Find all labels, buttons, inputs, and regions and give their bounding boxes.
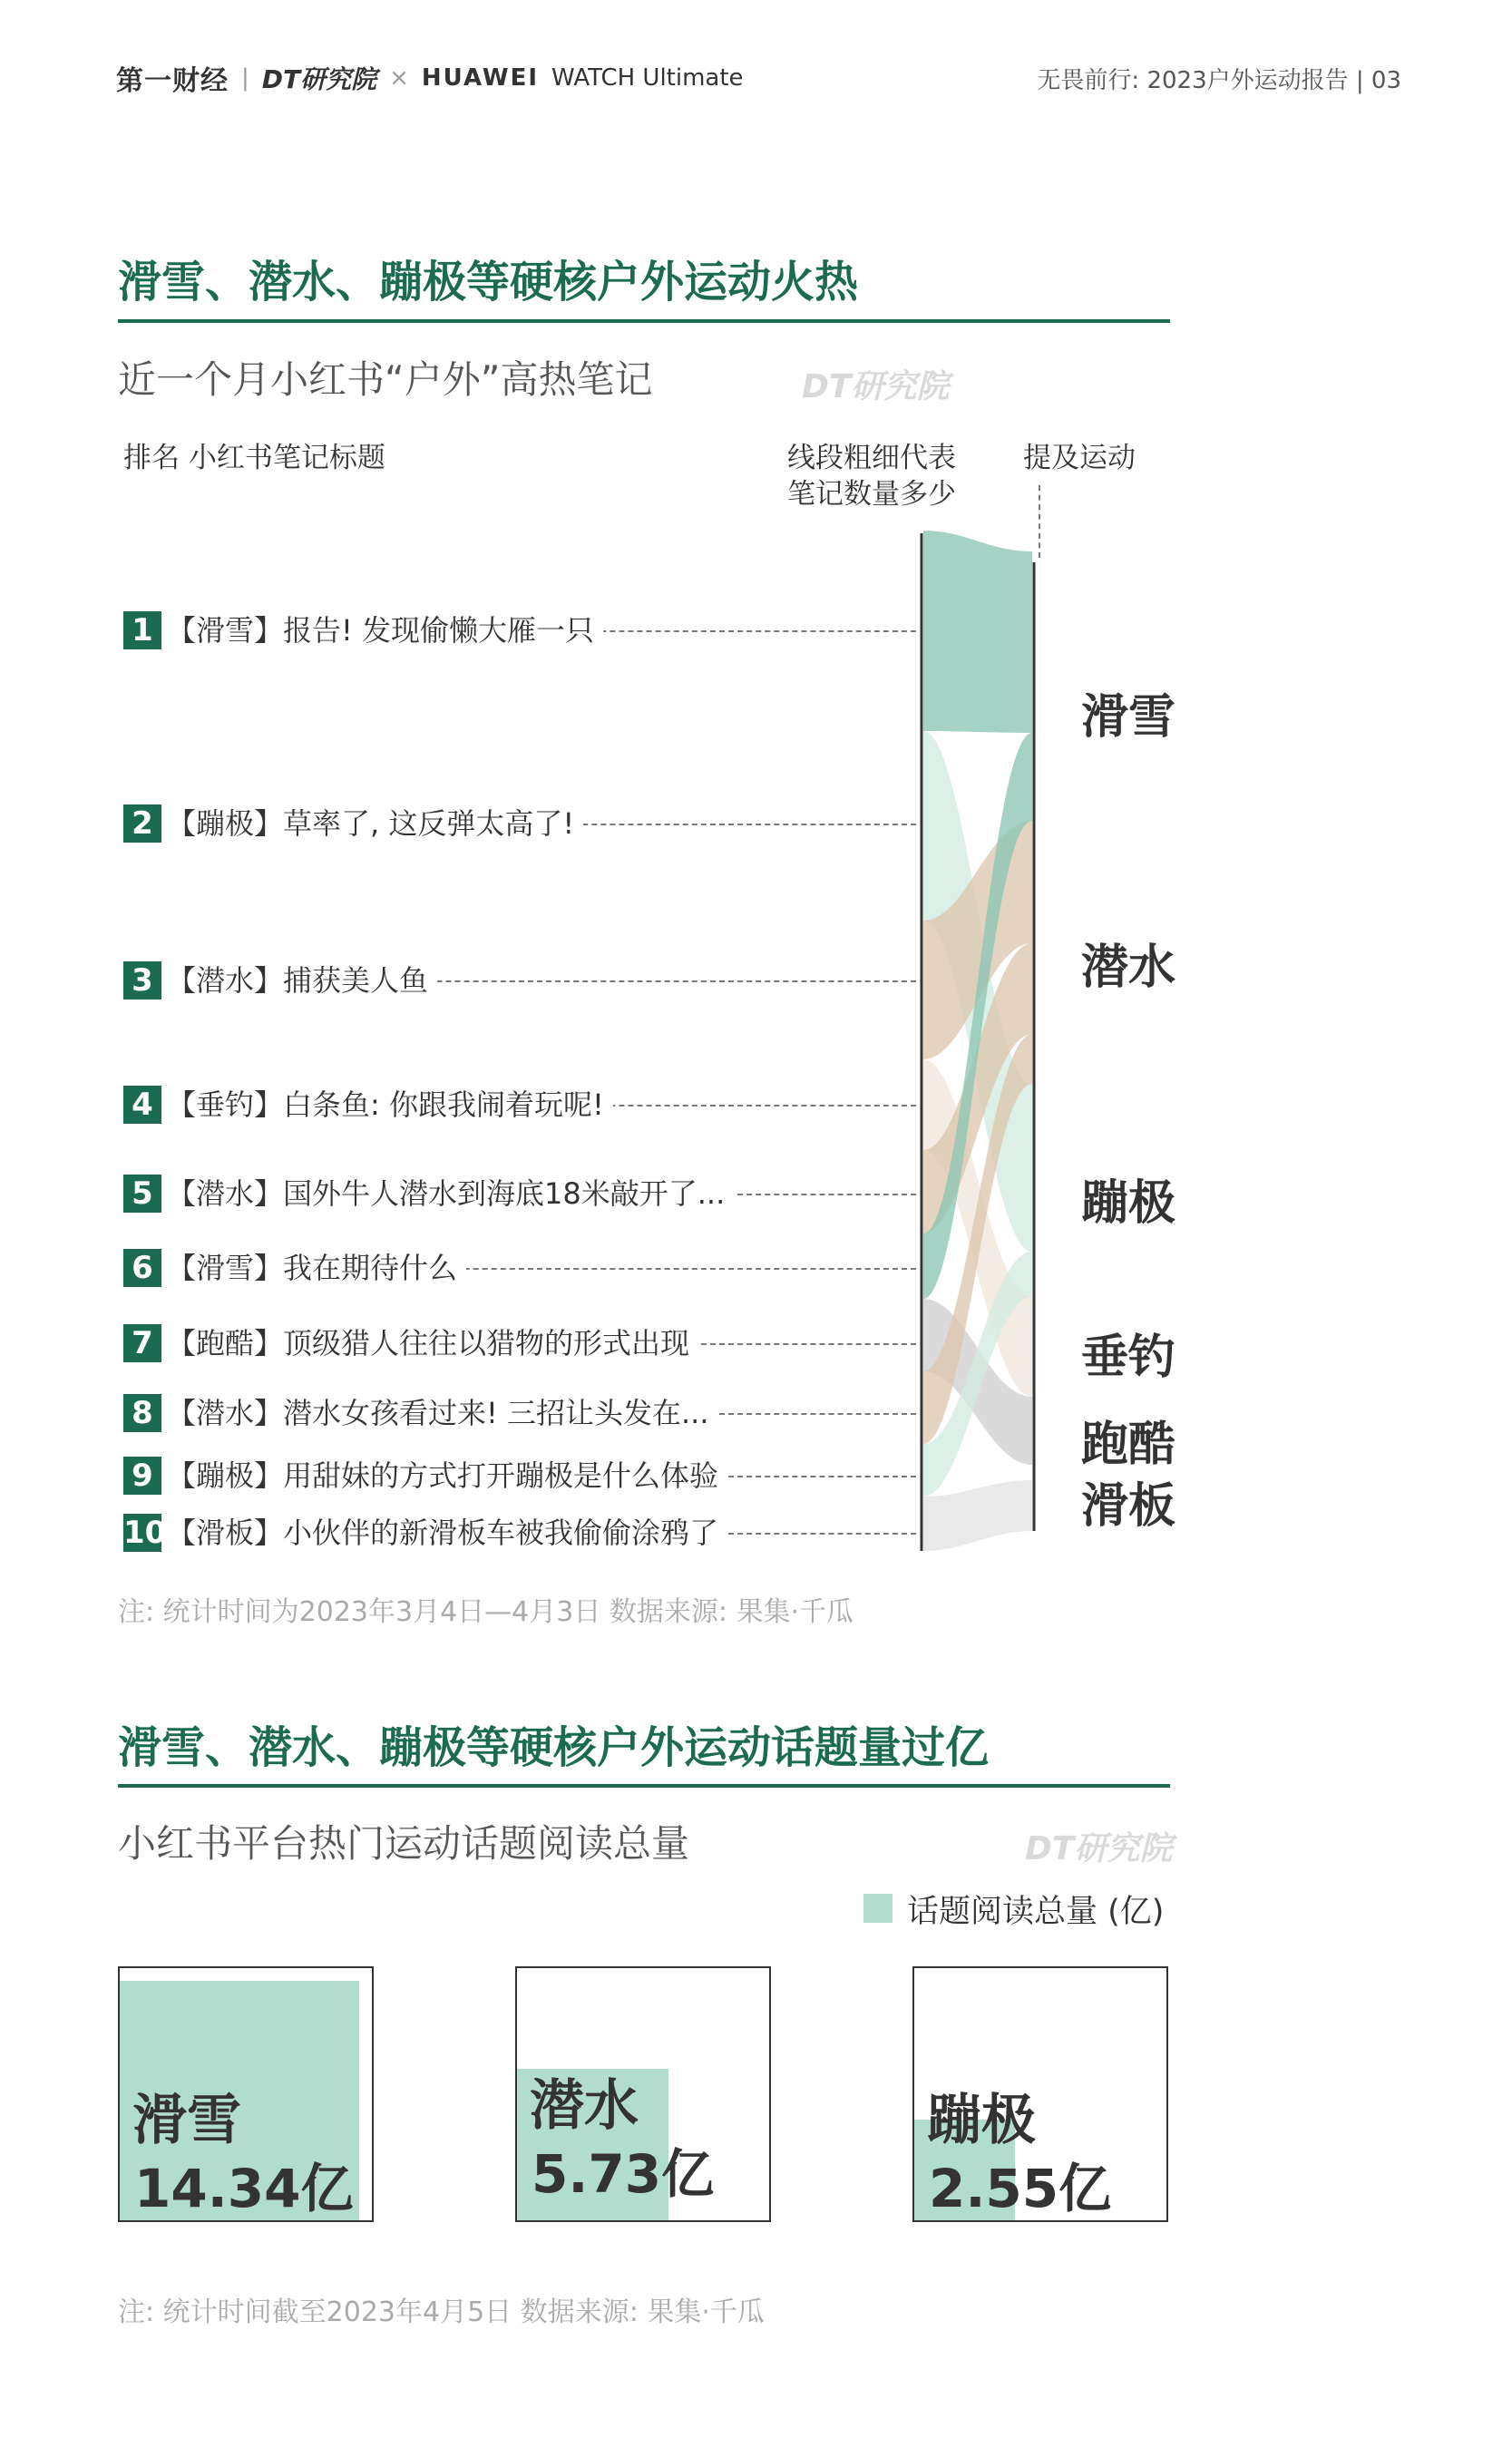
- sport-label: 潜水: [1081, 941, 1176, 995]
- column-header-width-1: 线段粗细代表: [787, 442, 956, 474]
- legend-label: 话题阅读总量 (亿): [907, 1894, 1165, 1930]
- section1-watermark: DT研究院: [802, 368, 950, 405]
- section2-subtitle: 小红书平台热门运动话题阅读总量: [118, 1821, 690, 1866]
- section2-note: 注: 统计时间截至2023年4月5日 数据来源: 果集·千瓜: [118, 2296, 765, 2328]
- section1-note: 注: 统计时间为2023年3月4日—4月3日 数据来源: 果集·千瓜: [118, 1596, 854, 1628]
- sankey-flow-10: [923, 1480, 1032, 1551]
- rank-badge: 5: [123, 1175, 161, 1213]
- note-title: 【滑板】小伙伴的新滑板车被我偷偷涂鸦了: [167, 1514, 727, 1552]
- tile-value: 14.34亿: [134, 2158, 354, 2219]
- value-tile: [912, 1966, 1168, 2222]
- note-title: 【滑雪】报告! 发现偷懒大雁一只: [167, 611, 603, 649]
- section1-title: 滑雪、潜水、蹦极等硬核户外运动火热: [118, 257, 859, 307]
- column-header-rank: 排名 小红书笔记标题: [123, 442, 385, 474]
- sport-label: 跑酷: [1081, 1418, 1176, 1472]
- rank-badge: 7: [123, 1324, 161, 1362]
- yicai-logo: 第一财经: [116, 65, 229, 97]
- sport-label: 垂钓: [1081, 1331, 1176, 1385]
- note-title: 【蹦极】草率了, 这反弹太高了!: [167, 804, 583, 843]
- tile-value: 5.73亿: [532, 2143, 715, 2205]
- rank-badge: 10: [123, 1515, 167, 1551]
- note-title: 【潜水】国外牛人潜水到海底18米敲开了...: [167, 1175, 734, 1213]
- section1-subtitle: 近一个月小红书“户外”高热笔记: [118, 357, 653, 402]
- brand-separator: |: [241, 64, 249, 92]
- tile-value: 2.55亿: [929, 2158, 1112, 2219]
- sport-label: 滑雪: [1081, 690, 1176, 745]
- header-brand: [116, 60, 744, 96]
- note-title: 【潜水】捕获美人鱼: [167, 961, 437, 999]
- sport-label: 蹦极: [1081, 1176, 1176, 1231]
- value-tile: [118, 1966, 374, 2222]
- note-title: 【蹦极】用甜妹的方式打开蹦极是什么体验: [167, 1457, 727, 1495]
- column-header-width-2: 笔记数量多少: [787, 478, 956, 511]
- value-tile: [515, 1966, 771, 2222]
- brand-cross: ×: [389, 64, 409, 92]
- tile-category: 潜水: [530, 2074, 639, 2138]
- section2-title: 滑雪、潜水、蹦极等硬核户外运动话题量过亿: [118, 1722, 990, 1773]
- product-name: WATCH Ultimate: [551, 64, 744, 92]
- section2-watermark: DT研究院: [1025, 1830, 1173, 1867]
- sankey-chart: [916, 526, 1043, 1560]
- note-title: 【垂钓】白条鱼: 你跟我闹着玩呢!: [167, 1086, 613, 1124]
- section2-rule: [118, 1784, 1170, 1788]
- rank-badge: 8: [123, 1394, 161, 1432]
- legend-swatch: [863, 1894, 893, 1923]
- column-header-sport: 提及运动: [1023, 442, 1136, 474]
- rank-badge: 4: [123, 1086, 161, 1124]
- rank-badge: 1: [123, 611, 161, 649]
- section1-rule: [118, 319, 1170, 323]
- sport-label: 滑板: [1081, 1479, 1176, 1534]
- note-title: 【滑雪】我在期待什么: [167, 1249, 466, 1287]
- tile-category: 滑雪: [132, 2089, 241, 2152]
- rank-badge: 6: [123, 1249, 161, 1287]
- report-title: 无畏前行: 2023户外运动报告 | 03: [1037, 67, 1401, 94]
- dt-logo: DT研究院: [261, 64, 377, 94]
- rank-badge: 3: [123, 961, 161, 999]
- rank-badge: 9: [123, 1457, 161, 1495]
- note-title: 【潜水】潜水女孩看过来! 三招让头发在...: [167, 1394, 718, 1432]
- sankey-flow-1: [923, 531, 1032, 733]
- rank-badge: 2: [123, 804, 161, 843]
- huawei-logo: HUAWEI: [421, 64, 540, 92]
- note-title: 【跑酷】顶级猎人往往以猎物的形式出现: [167, 1324, 698, 1362]
- tile-category: 蹦极: [927, 2089, 1036, 2152]
